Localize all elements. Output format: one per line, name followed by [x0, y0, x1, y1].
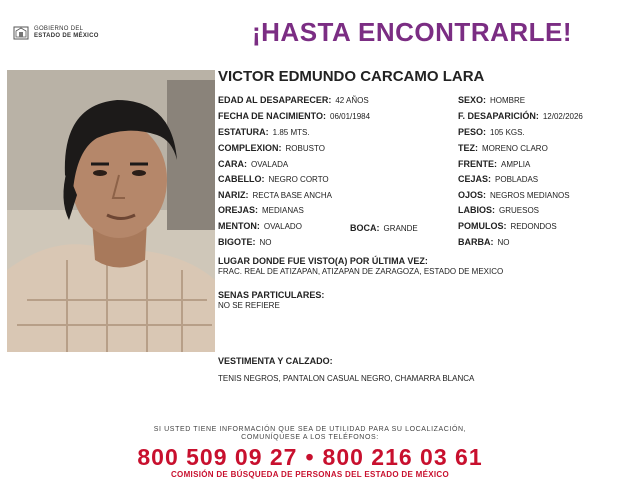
field-mustache: BIGOTE: NO	[218, 237, 272, 247]
logo-line-1: GOBIERNO DEL	[34, 26, 84, 32]
contact-notice-line-2: COMUNÍQUESE A LOS TELÉFONOS:	[241, 434, 379, 441]
field-eyes: OJOS: NEGROS MEDIANOS	[458, 190, 570, 200]
field-chin: MENTON: OVALADO	[218, 221, 302, 231]
portrait-illustration	[7, 70, 215, 352]
clothing-label: VESTIMENTA Y CALZADO:	[218, 356, 333, 366]
field-nose: NARIZ: RECTA BASE ANCHA	[218, 190, 332, 200]
marks-label: SENAS PARTICULARES:	[218, 290, 325, 300]
field-weight: PESO: 105 KGS.	[458, 127, 525, 137]
phone-number-1: 800 509 09 27	[137, 444, 298, 470]
field-complexion: TEZ: MORENO CLARO	[458, 143, 548, 153]
field-cheekbones: POMULOS: REDONDOS	[458, 221, 557, 231]
contact-notice-line-1: SI USTED TIENE INFORMACIÓN QUE SEA DE UTILIDAD PARA SU LOCALIZACIÓN,	[153, 426, 467, 433]
marks-value: NO SE REFIERE	[218, 301, 280, 310]
field-hair: CABELLO: NEGRO CORTO	[218, 174, 329, 184]
field-birth-date: FECHA DE NACIMIENTO: 06/01/1984	[218, 111, 371, 121]
field-forehead: FRENTE: AMPLIA	[458, 159, 531, 169]
last-seen-label: LUGAR DONDE FUE VISTO(A) POR ÚLTIMA VEZ:	[218, 256, 428, 266]
page-headline: ¡HASTA ENCONTRARLE!	[252, 17, 573, 47]
field-beard: BARBA: NO	[458, 237, 510, 247]
field-age: EDAD AL DESAPARECER: 42 AÑOS	[218, 95, 369, 105]
field-mouth: BOCA: GRANDE	[350, 223, 418, 233]
missing-person-photo	[7, 70, 215, 352]
clothing-value: TENIS NEGROS, PANTALON CASUAL NEGRO, CHAMARRA BLANCA	[218, 374, 475, 383]
phone-numbers	[0, 444, 620, 471]
field-ears: OREJAS: MEDIANAS	[218, 205, 304, 215]
government-logo	[12, 22, 99, 44]
phone-number-2: 800 216 03 61	[322, 444, 483, 470]
phone-separator: •	[305, 444, 315, 470]
agency-name: COMISIÓN DE BÚSQUEDA DE PERSONAS DEL ESTADO DE MÉXICO	[170, 470, 449, 479]
field-height: ESTATURA: 1.85 MTS.	[218, 127, 310, 137]
logo-line-2: ESTADO DE MÉXICO	[34, 33, 99, 39]
person-name: VICTOR EDMUNDO CARCAMO LARA	[218, 68, 485, 85]
field-lips: LABIOS: GRUESOS	[458, 205, 540, 215]
field-disappearance-date: F. DESAPARICIÓN: 12/02/2026	[458, 111, 583, 121]
field-face: CARA: OVALADA	[218, 159, 289, 169]
field-sex: SEXO: HOMBRE	[458, 95, 526, 105]
coat-of-arms-icon	[12, 24, 30, 42]
field-build: COMPLEXION: ROBUSTO	[218, 143, 325, 153]
field-eyebrows: CEJAS: POBLADAS	[458, 174, 539, 184]
last-seen-value: FRAC. REAL DE ATIZAPAN, ATIZAPAN DE ZARAGOZA, ESTADO DE MEXICO	[218, 267, 504, 276]
